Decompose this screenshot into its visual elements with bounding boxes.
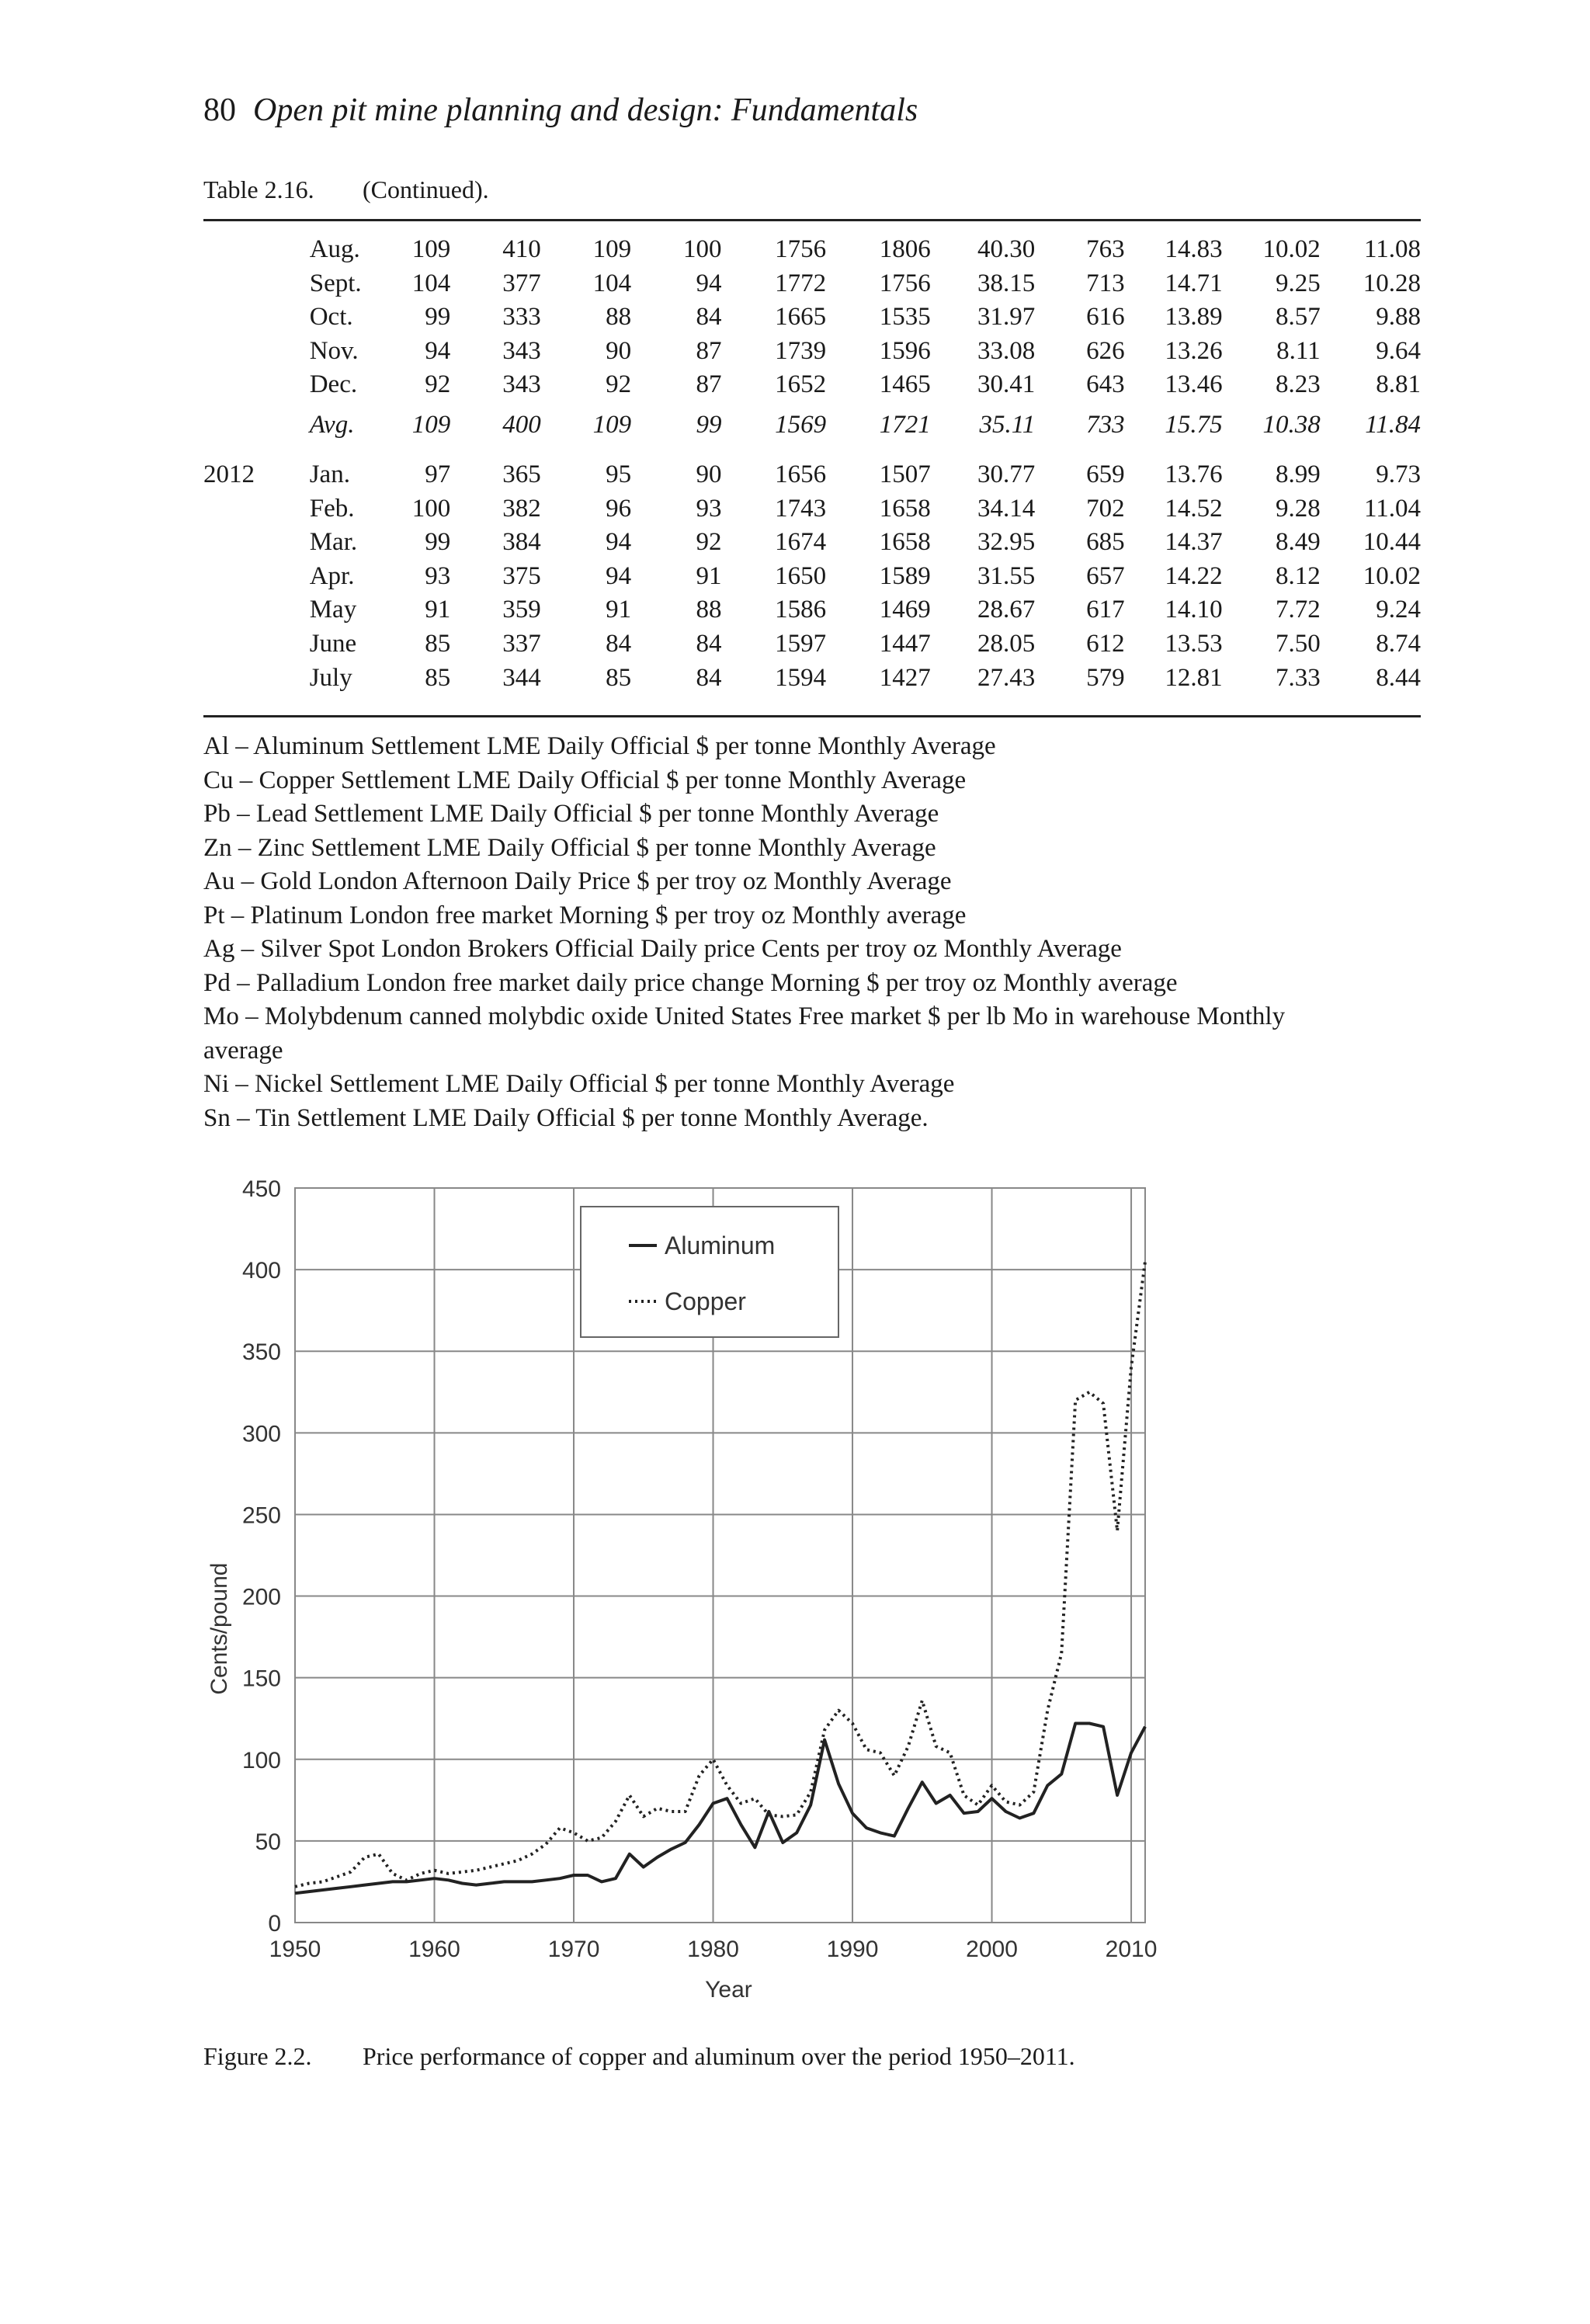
value-cell: 99 — [425, 528, 451, 557]
value-cell: 11.08 — [1363, 235, 1421, 263]
value-cell: 359 — [502, 596, 541, 624]
value-cell: 617 — [1086, 596, 1125, 624]
x-tick-label: 2000 — [966, 1937, 1018, 1962]
value-cell: 1652 — [775, 370, 827, 399]
value-cell: 92 — [696, 528, 722, 557]
month-cell: Mar. — [309, 528, 358, 557]
page-number: 80 — [203, 92, 236, 128]
abbreviation-notes — [203, 730, 1421, 1135]
year-cell — [203, 627, 310, 662]
value-cell: 88 — [696, 596, 722, 624]
month-cell: Dec. — [309, 370, 358, 399]
value-cell: 612 — [1086, 629, 1125, 658]
value-cell: 12.81 — [1165, 663, 1223, 692]
note-line: Al – Aluminum Settlement LME Daily Official $ per tonne Monthly Average — [203, 732, 996, 760]
value-cell: 90 — [696, 460, 722, 488]
value-cell: 685 — [1086, 528, 1125, 557]
value-cell: 1656 — [775, 460, 827, 488]
value-cell: 400 — [502, 410, 541, 439]
x-tick-label: 1950 — [269, 1937, 321, 1962]
value-cell: 1589 — [879, 561, 931, 590]
value-cell: 13.76 — [1165, 460, 1223, 488]
table-row — [203, 627, 1421, 662]
month-cell: Feb. — [309, 494, 355, 523]
y-tick-label: 400 — [241, 1258, 281, 1284]
value-cell: 8.23 — [1275, 370, 1321, 399]
note-line: Cu – Copper Settlement LME Daily Official $ per tonne Monthly Average — [203, 766, 967, 794]
value-cell: 626 — [1086, 336, 1125, 365]
value-cell: 337 — [502, 629, 541, 658]
value-cell: 109 — [592, 410, 632, 439]
value-cell: 713 — [1086, 269, 1125, 297]
year-cell — [203, 233, 310, 267]
value-cell: 410 — [502, 235, 541, 263]
value-cell: 85 — [425, 663, 451, 692]
value-cell: 375 — [502, 561, 541, 590]
x-tick-label: 1980 — [687, 1937, 739, 1962]
y-tick-label: 450 — [241, 1176, 281, 1202]
year-cell — [203, 526, 310, 560]
year-cell — [203, 300, 310, 335]
table-top-rule — [203, 219, 1421, 221]
value-cell: 1756 — [879, 269, 931, 297]
value-cell: 7.72 — [1275, 596, 1321, 624]
value-cell: 104 — [411, 269, 451, 297]
value-cell: 1597 — [775, 629, 827, 658]
legend-label-copper: Copper — [665, 1287, 746, 1315]
month-cell: Nov. — [309, 336, 359, 365]
value-cell: 10.02 — [1363, 561, 1421, 590]
value-cell: 97 — [425, 460, 451, 488]
value-cell: 100 — [411, 494, 451, 523]
value-cell: 8.57 — [1275, 303, 1321, 332]
table-average-row — [203, 402, 1421, 447]
value-cell: 10.28 — [1363, 269, 1421, 297]
value-cell: 1465 — [879, 370, 931, 399]
year-cell — [203, 560, 310, 594]
y-tick-label: 50 — [255, 1829, 281, 1855]
value-cell: 1658 — [879, 494, 931, 523]
value-cell: 1721 — [879, 410, 931, 439]
value-cell: 1427 — [879, 663, 931, 692]
value-cell: 8.74 — [1376, 629, 1421, 658]
value-cell: 27.43 — [977, 663, 1036, 692]
value-cell: 1447 — [879, 629, 931, 658]
value-cell: 8.11 — [1276, 336, 1321, 365]
year-cell — [203, 335, 310, 369]
y-tick-label: 300 — [241, 1421, 281, 1447]
value-cell: 1596 — [879, 336, 931, 365]
year-cell — [203, 402, 310, 447]
value-cell: 579 — [1086, 663, 1125, 692]
value-cell: 94 — [606, 561, 632, 590]
value-cell: 84 — [696, 629, 722, 658]
year-cell — [203, 593, 310, 627]
value-cell: 90 — [606, 336, 632, 365]
value-cell: 333 — [502, 303, 541, 332]
note-line: Sn – Tin Settlement LME Daily Official $ per tonne Monthly Average. — [203, 1103, 929, 1132]
value-cell: 659 — [1086, 460, 1125, 488]
value-cell: 643 — [1086, 370, 1125, 399]
value-cell: 1806 — [879, 235, 931, 263]
row-spacer — [203, 447, 1421, 458]
value-cell: 9.88 — [1376, 303, 1421, 332]
value-cell: 1658 — [879, 528, 931, 557]
value-cell: 13.46 — [1165, 370, 1223, 399]
value-cell: 28.67 — [977, 596, 1036, 624]
value-cell: 104 — [592, 269, 632, 297]
value-cell: 84 — [606, 629, 632, 658]
y-tick-label: 200 — [241, 1584, 281, 1610]
value-cell: 13.53 — [1165, 629, 1223, 658]
table-label: Table 2.16. — [203, 175, 314, 203]
value-cell: 32.95 — [977, 528, 1036, 557]
value-cell: 9.28 — [1275, 494, 1321, 523]
price-table — [203, 233, 1421, 695]
legend-box — [581, 1207, 838, 1337]
legend-label-aluminum: Aluminum — [665, 1231, 776, 1259]
value-cell: 109 — [411, 410, 451, 439]
value-cell: 99 — [696, 410, 722, 439]
value-cell: 91 — [606, 596, 632, 624]
value-cell: 93 — [696, 494, 722, 523]
value-cell: 1739 — [775, 336, 827, 365]
table-row — [203, 458, 1421, 492]
value-cell: 343 — [502, 370, 541, 399]
year-cell — [203, 492, 310, 526]
value-cell: 100 — [683, 235, 722, 263]
table-row — [203, 300, 1421, 335]
value-cell: 1569 — [775, 410, 827, 439]
value-cell: 28.05 — [977, 629, 1036, 658]
value-cell: 84 — [696, 303, 722, 332]
value-cell: 91 — [425, 596, 451, 624]
y-tick-label: 0 — [268, 1911, 281, 1937]
month-cell: Avg. — [309, 410, 355, 439]
x-axis-label: Year — [705, 1977, 752, 2003]
value-cell: 34.14 — [977, 494, 1036, 523]
month-cell: July — [309, 663, 352, 692]
value-cell: 9.24 — [1376, 596, 1421, 624]
value-cell: 109 — [592, 235, 632, 263]
value-cell: 109 — [411, 235, 451, 263]
note-line: Zn – Zinc Settlement LME Daily Official $ per tonne Monthly Average — [203, 833, 936, 862]
value-cell: 1650 — [775, 561, 827, 590]
value-cell: 1772 — [775, 269, 827, 297]
table-row — [203, 233, 1421, 267]
value-cell: 14.52 — [1165, 494, 1223, 523]
month-cell: May — [309, 596, 357, 624]
month-cell: Oct. — [309, 303, 353, 332]
note-line: Pd – Palladium London free market daily price change Morning $ per troy oz Monthly average — [203, 968, 1178, 997]
value-cell: 9.73 — [1376, 460, 1421, 488]
value-cell: 1594 — [775, 663, 827, 692]
value-cell: 87 — [696, 370, 722, 399]
x-tick-label: 1990 — [826, 1937, 879, 1962]
value-cell: 733 — [1086, 410, 1125, 439]
figure-caption-text: Price performance of copper and aluminum over the period 1950–2011. — [363, 2042, 1075, 2070]
value-cell: 702 — [1086, 494, 1125, 523]
table-row — [203, 560, 1421, 594]
y-tick-label: 250 — [241, 1502, 281, 1529]
year-cell — [203, 368, 310, 402]
value-cell: 14.83 — [1165, 235, 1223, 263]
y-tick-label: 150 — [241, 1666, 281, 1692]
value-cell: 94 — [606, 528, 632, 557]
value-cell: 95 — [606, 460, 632, 488]
value-cell: 87 — [696, 336, 722, 365]
value-cell: 763 — [1086, 235, 1125, 263]
book-title: Open pit mine planning and design: Fundamentals — [253, 92, 918, 128]
value-cell: 85 — [606, 663, 632, 692]
value-cell: 8.44 — [1376, 663, 1421, 692]
value-cell: 10.02 — [1262, 235, 1321, 263]
note-line: average — [203, 1036, 283, 1065]
note-line: Pb – Lead Settlement LME Daily Official $ per tonne Monthly Average — [203, 800, 939, 828]
value-cell: 1743 — [775, 494, 827, 523]
value-cell: 382 — [502, 494, 541, 523]
value-cell: 1469 — [879, 596, 931, 624]
y-tick-label: 350 — [241, 1339, 281, 1366]
x-tick-label: 1960 — [408, 1937, 460, 1962]
value-cell: 14.10 — [1165, 596, 1223, 624]
value-cell: 13.89 — [1165, 303, 1223, 332]
month-cell: Sept. — [309, 269, 362, 297]
table-row — [203, 526, 1421, 560]
note-line: Mo – Molybdenum canned molybdic oxide United States Free market $ per lb Mo in warehouse Monthly — [203, 1002, 1286, 1030]
value-cell: 94 — [425, 336, 451, 365]
x-tick-label: 1970 — [547, 1937, 600, 1962]
value-cell: 10.44 — [1363, 528, 1421, 557]
value-cell: 14.37 — [1165, 528, 1223, 557]
figure-label: Figure 2.2. — [203, 2042, 312, 2070]
table-row — [203, 662, 1421, 696]
note-line: Ag – Silver Spot London Brokers Official Daily price Cents per troy oz Monthly Average — [203, 935, 1122, 963]
value-cell: 11.04 — [1363, 494, 1421, 523]
month-cell: Apr. — [309, 561, 355, 590]
value-cell: 40.30 — [977, 235, 1036, 263]
table-row — [203, 335, 1421, 369]
value-cell: 1674 — [775, 528, 827, 557]
value-cell: 8.99 — [1275, 460, 1321, 488]
value-cell: 30.41 — [977, 370, 1036, 399]
value-cell: 94 — [696, 269, 722, 297]
value-cell: 30.77 — [977, 460, 1036, 488]
table-row — [203, 593, 1421, 627]
table-caption — [203, 175, 489, 204]
value-cell: 99 — [425, 303, 451, 332]
value-cell: 14.71 — [1165, 269, 1223, 297]
value-cell: 384 — [502, 528, 541, 557]
value-cell: 9.25 — [1275, 269, 1321, 297]
table-caption-text: (Continued). — [363, 175, 489, 203]
value-cell: 377 — [502, 269, 541, 297]
value-cell: 657 — [1086, 561, 1125, 590]
value-cell: 92 — [606, 370, 632, 399]
value-cell: 343 — [502, 336, 541, 365]
value-cell: 344 — [502, 663, 541, 692]
value-cell: 33.08 — [977, 336, 1036, 365]
y-tick-label: 100 — [241, 1747, 281, 1773]
value-cell: 91 — [696, 561, 722, 590]
value-cell: 31.55 — [977, 561, 1036, 590]
value-cell: 7.50 — [1275, 629, 1321, 658]
value-cell: 9.64 — [1376, 336, 1421, 365]
y-axis-label: Cents/pound — [207, 1562, 232, 1695]
value-cell: 1665 — [775, 303, 827, 332]
value-cell: 88 — [606, 303, 632, 332]
year-cell — [203, 267, 310, 301]
value-cell: 1507 — [879, 460, 931, 488]
value-cell: 35.11 — [979, 410, 1036, 439]
value-cell: 1756 — [775, 235, 827, 263]
value-cell: 85 — [425, 629, 451, 658]
value-cell: 38.15 — [977, 269, 1036, 297]
figure-caption — [203, 2042, 1075, 2071]
running-header — [203, 92, 918, 129]
note-line: Au – Gold London Afternoon Daily Price $ per troy oz Monthly Average — [203, 867, 952, 895]
value-cell: 10.38 — [1262, 410, 1321, 439]
value-cell: 8.12 — [1275, 561, 1321, 590]
table-row — [203, 492, 1421, 526]
value-cell: 8.49 — [1275, 528, 1321, 557]
value-cell: 616 — [1086, 303, 1125, 332]
value-cell: 7.33 — [1275, 663, 1321, 692]
year-cell — [203, 662, 310, 696]
value-cell: 31.97 — [977, 303, 1036, 332]
table-bottom-rule — [203, 715, 1421, 717]
year-cell: 2012 — [203, 460, 255, 488]
note-line: Ni – Nickel Settlement LME Daily Official $ per tonne Monthly Average — [203, 1070, 955, 1098]
value-cell: 1586 — [775, 596, 827, 624]
value-cell: 1535 — [879, 303, 931, 332]
value-cell: 13.26 — [1165, 336, 1223, 365]
value-cell: 365 — [502, 460, 541, 488]
note-line: Pt – Platinum London free market Morning $ per troy oz Monthly average — [203, 901, 967, 929]
x-tick-label: 2010 — [1105, 1937, 1158, 1962]
value-cell: 11.84 — [1365, 410, 1421, 439]
month-cell: Jan. — [309, 460, 350, 488]
value-cell: 14.22 — [1165, 561, 1223, 590]
value-cell: 93 — [425, 561, 451, 590]
price-chart — [194, 1172, 1165, 2011]
value-cell: 96 — [606, 494, 632, 523]
month-cell: Aug. — [309, 235, 360, 263]
value-cell: 92 — [425, 370, 451, 399]
value-cell: 15.75 — [1165, 410, 1223, 439]
value-cell: 8.81 — [1376, 370, 1421, 399]
value-cell: 84 — [696, 663, 722, 692]
table-row — [203, 267, 1421, 301]
table-row — [203, 368, 1421, 402]
month-cell: June — [309, 629, 357, 658]
